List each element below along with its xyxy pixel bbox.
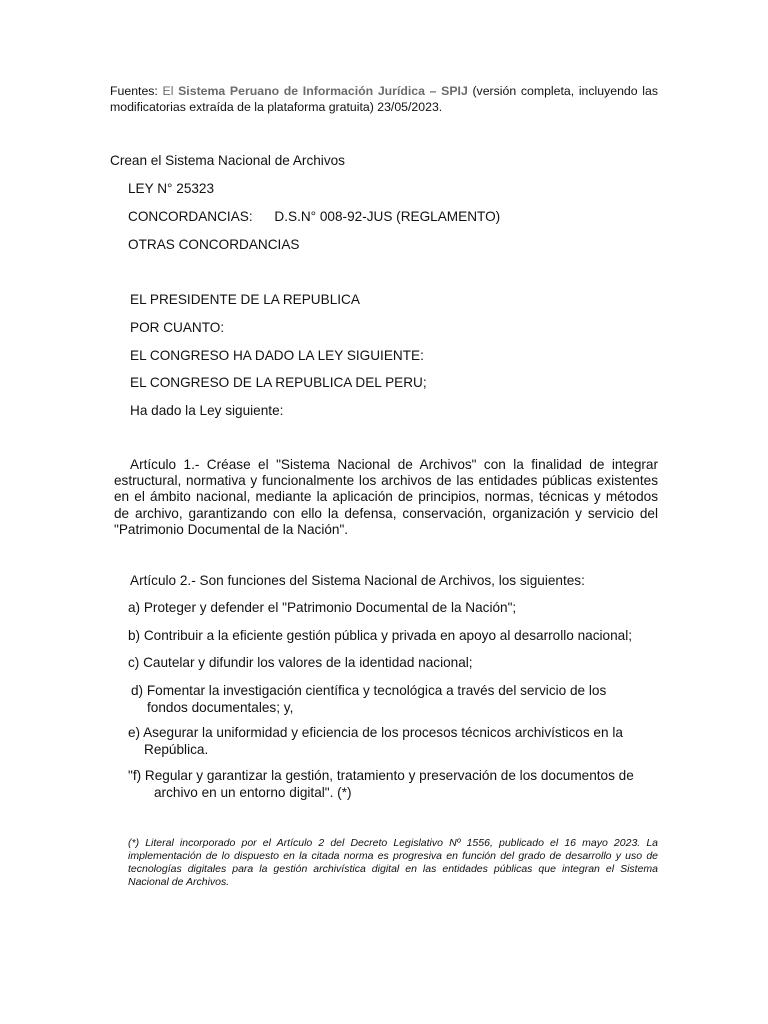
- item-e-line-1: e) Asegurar la uniformidad y eficiencia de los procesos técnicos archivísticos en la: [128, 725, 623, 740]
- article-2-intro: Artículo 2.- Son funciones del Sistema Nacional de Archivos, los siguientes:: [130, 573, 585, 588]
- preamble-line: EL CONGRESO DE LA REPUBLICA DEL PERU;: [130, 375, 427, 390]
- preamble-line: EL CONGRESO HA DADO LA LEY SIGUIENTE:: [130, 348, 424, 363]
- preamble-line: EL PRESIDENTE DE LA REPUBLICA: [130, 292, 360, 307]
- spij-name: Sistema Peruano de Información Jurídica – SPIJ: [178, 84, 468, 98]
- concordancias-row: [128, 208, 500, 225]
- article-2-item-f: [128, 768, 658, 801]
- sources-brand: [163, 84, 468, 98]
- item-f-line-1: "f) Regular y garantizar la gestión, tratamiento y preservación de los documentos de: [128, 768, 634, 783]
- sources-note: [110, 83, 658, 115]
- law-title: Crean el Sistema Nacional de Archivos: [110, 153, 345, 168]
- preamble-line: Ha dado la Ley siguiente:: [130, 403, 284, 418]
- item-d-line-1: d) Fomentar la investigación científica y tecnológica a través del servicio de los: [131, 683, 607, 698]
- article-1: Artículo 1.- Créase el "Sistema Nacional de Archivos" con la finalidad de integrar estructural, normativa y funcionalmente los archivos de las entidades públicas existentes en el ámbito nacional, mediante la aplicación de principios, normas, técnicas y métodos de archivo, garantizando con ello la defensa, conservación, organización y servicio del "Patrimonio Documental de la Nación".: [114, 457, 658, 537]
- article-2-item-c: c) Cautelar y difundir los valores de la identidad nacional;: [128, 655, 473, 670]
- item-e-line-2: República.: [144, 741, 209, 757]
- article-2-item-a: a) Proteger y defender el "Patrimonio Documental de la Nación";: [128, 600, 517, 615]
- sources-prefix: Fuentes:: [110, 84, 158, 98]
- sources-rest: (versión completa, incluyendo las modificatorias extraída de la plataforma gratuita) 23/05/2023.: [110, 84, 658, 114]
- concordancias-label: CONCORDANCIAS:: [128, 209, 253, 224]
- item-d-line-2: fondos documentales; y,: [147, 699, 294, 715]
- otras-concordancias-link[interactable]: OTRAS CONCORDANCIAS: [128, 237, 300, 252]
- preamble-line: POR CUANTO:: [130, 320, 225, 335]
- law-number: LEY N° 25323: [128, 181, 215, 196]
- article-2-item-e: [128, 725, 658, 758]
- article-2-item-b: b) Contribuir a la eficiente gestión pública y privada en apoyo al desarrollo nacional;: [128, 628, 633, 643]
- concordancias-link[interactable]: D.S.N° 008-92-JUS (REGLAMENTO): [274, 209, 501, 224]
- article-2-item-d: [131, 683, 658, 716]
- sources-el: El: [162, 84, 174, 98]
- item-f-line-2: archivo en un entorno digital". (*): [154, 784, 352, 800]
- footnote: (*) Literal incorporado por el Artículo 2 del Decreto Legislativo Nº 1556, publicado el 16 mayo 2023. La implementación de lo dispuesto en la citada norma es progresiva en función del grado de desarrollo y uso de tecnologías digitales para la gestión archivística digital en las entidades públicas que integran el Sistema Nacional de Archivos.: [128, 837, 658, 888]
